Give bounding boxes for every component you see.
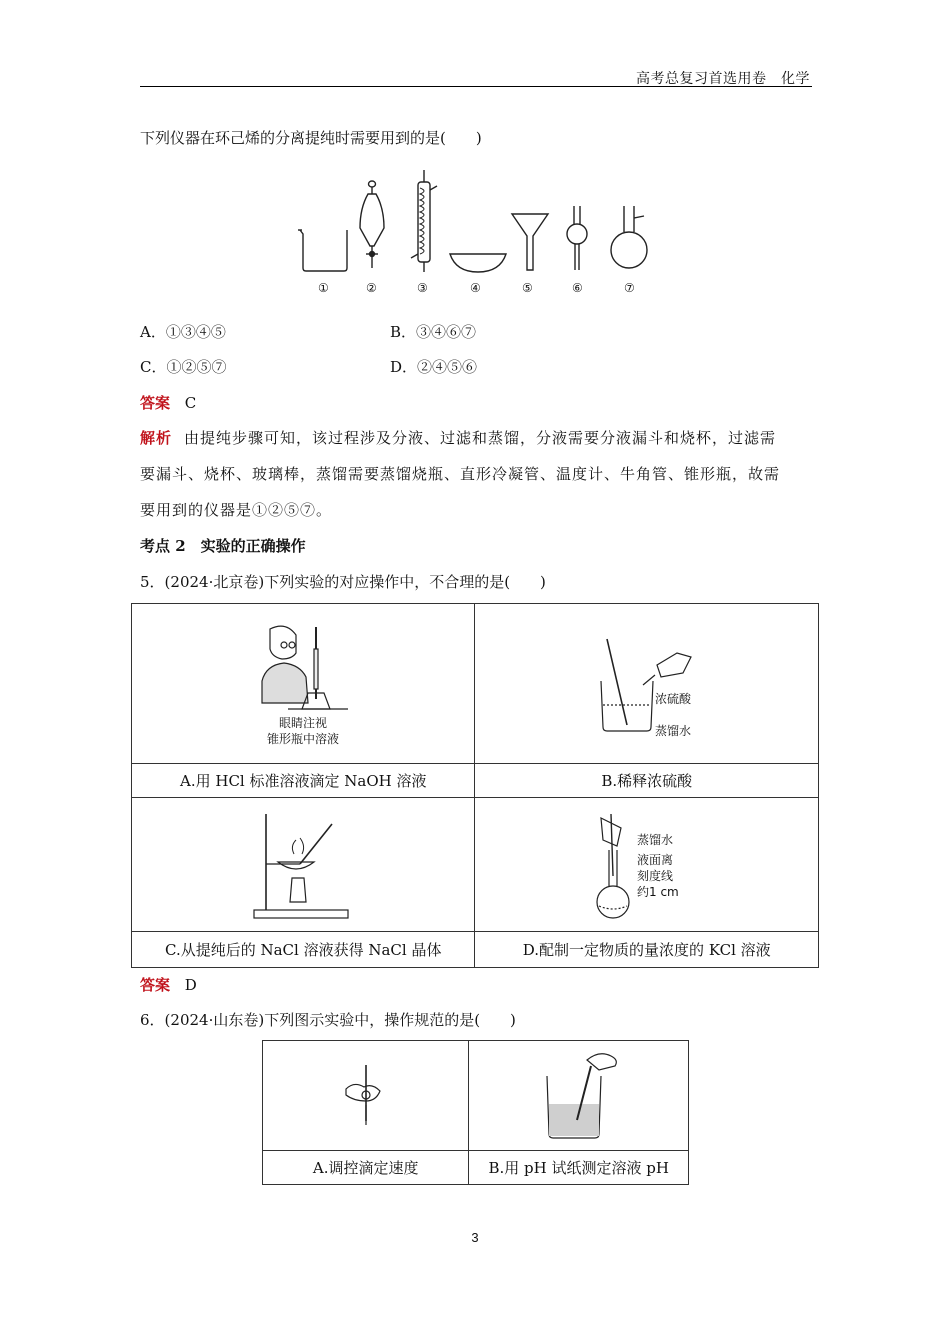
section-title: 考点 2 实验的正确操作: [140, 537, 306, 555]
analysis-line-3: 要用到的仪器是①②⑤⑦。: [140, 501, 333, 519]
figB-label-2: 蒸馏水: [654, 723, 691, 738]
q6-figure-b-cell: [469, 1041, 689, 1151]
q4-option-b: B．③④⑥⑦: [390, 323, 477, 341]
q5-cell-a: A.用 HCl 标准溶液滴定 NaOH 溶液: [132, 764, 475, 798]
analysis-line-2: 要漏斗、烧杯、玻璃棒，蒸馏需要蒸馏烧瓶、直形冷凝管、温度计、牛角管、锥形瓶，故需: [140, 465, 781, 483]
q5-answer-label: 答案: [140, 976, 171, 994]
condenser-drawing: [411, 170, 437, 272]
q5-answer: [140, 975, 197, 995]
instrument-label-5: ⑤: [522, 281, 533, 295]
instrument-label-4: ④: [470, 281, 481, 295]
instrument-label-1: ①: [318, 281, 329, 295]
dilution-figure: [587, 619, 707, 749]
q5-figure-b-cell: [475, 604, 819, 764]
volumetric-flask-figure: [587, 806, 707, 924]
funnel-drawing: [512, 214, 548, 270]
q5-table: [131, 603, 819, 968]
distilling-flask-drawing: [611, 206, 647, 268]
titration-figure: [248, 619, 358, 749]
q6-figure-a-cell: [263, 1041, 469, 1151]
figD-label-2: 液面离: [636, 852, 673, 867]
q5-cell-d: D.配制一定物质的量浓度的 KCl 溶液: [475, 932, 819, 968]
ph-paper-figure: [529, 1046, 629, 1146]
answer-label: 答案: [140, 394, 171, 412]
q4-stem: 下列仪器在环己烯的分离提纯时需要用到的是( ): [140, 129, 482, 147]
q4-analysis: [140, 420, 812, 528]
figD-label-3: 刻度线: [636, 868, 673, 883]
analysis-line-1: 由提纯步骤可知，该过程涉及分液、过滤和蒸馏，分液需要分液漏斗和烧杯，过滤需: [184, 429, 777, 447]
q5-cell-c: C.从提纯后的 NaCl 溶液获得 NaCl 晶体: [132, 932, 475, 968]
q5-answer-value: D: [184, 976, 197, 994]
q4-option-a: A．①③④⑤: [140, 323, 226, 341]
q6-table: [262, 1040, 689, 1185]
burette-control-figure: [336, 1061, 396, 1131]
beaker-drawing: [300, 230, 347, 271]
separatory-funnel-drawing: [360, 181, 384, 268]
figD-label-1: 蒸馏水: [636, 832, 673, 847]
answer-value: C: [184, 394, 197, 412]
instrument-label-7: ⑦: [624, 281, 635, 295]
q6-cell-b: B.用 pH 试纸测定溶液 pH: [469, 1151, 689, 1185]
q4-option-d: D．②④⑤⑥: [390, 358, 478, 376]
instrument-label-6: ⑥: [572, 281, 583, 295]
q5-figure-c-cell: [132, 798, 475, 932]
q5-cell-b: B.稀释浓硫酸: [475, 764, 819, 798]
instruments-figure: [290, 168, 670, 300]
instrument-label-3: ③: [417, 281, 428, 295]
analysis-label: 解析: [140, 429, 173, 447]
q5-figure-d-cell: [475, 798, 819, 932]
q5-figure-a-cell: [132, 604, 475, 764]
figA-caption-1: 眼睛注视: [279, 715, 328, 730]
figD-label-4: 约1 cm: [636, 884, 679, 899]
evaporation-figure: [248, 806, 358, 924]
q5-stem: 5．(2024·北京卷)下列实验的对应操作中，不合理的是( ): [140, 573, 546, 591]
bulb-tube-drawing: [567, 206, 587, 270]
q4-answer: [140, 393, 196, 413]
q6-cell-a: A.调控滴定速度: [263, 1151, 469, 1185]
q6-stem: 6．(2024·山东卷)下列图示实验中，操作规范的是( ): [140, 1011, 516, 1029]
page-number: 3: [471, 1230, 479, 1245]
page-header-title: 高考总复习首选用卷 化学: [636, 71, 810, 87]
instrument-label-2: ②: [366, 281, 377, 295]
evaporating-dish-drawing: [450, 254, 506, 272]
q4-option-c: C．①②⑤⑦: [140, 358, 227, 376]
figB-label-1: 浓硫酸: [654, 691, 691, 706]
figA-caption-2: 锥形瓶中溶液: [267, 731, 340, 746]
header-rule: [140, 86, 812, 87]
